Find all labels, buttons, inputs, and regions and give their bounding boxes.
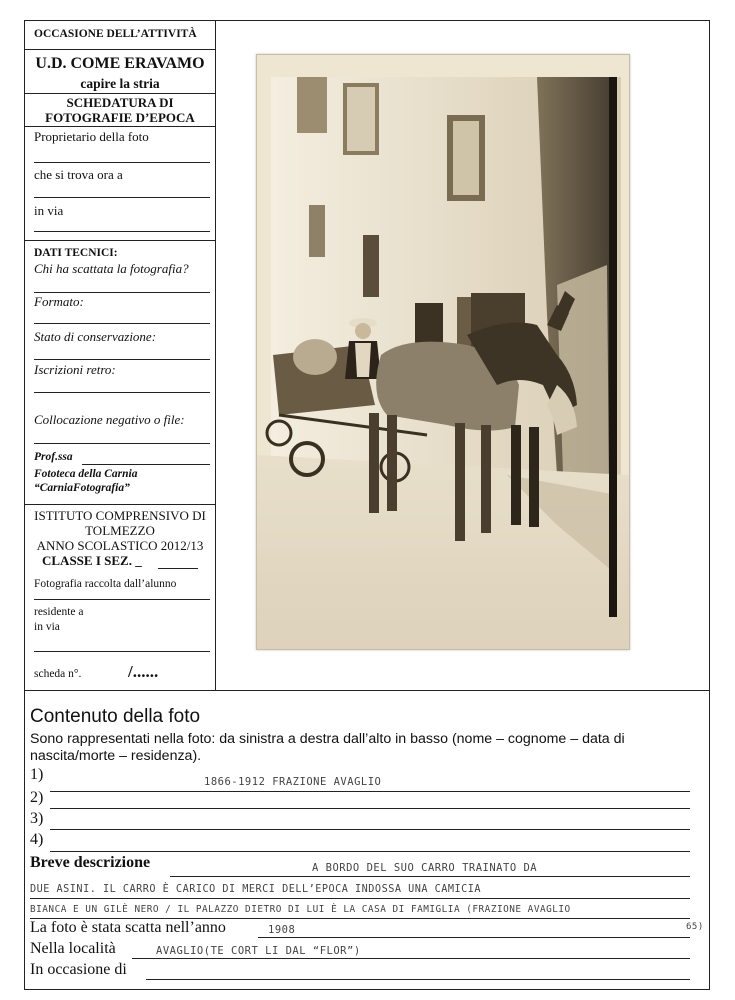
fototeca-label: Fototeca della Carnia <box>34 468 138 480</box>
format-field[interactable] <box>34 323 210 324</box>
who-took-field[interactable] <box>34 292 210 293</box>
place-field[interactable] <box>132 958 690 959</box>
technical-header: DATI TECNICI: <box>34 247 118 259</box>
divider <box>24 49 216 50</box>
back-inscriptions-label: Iscrizioni retro: <box>34 362 116 377</box>
year-field[interactable] <box>258 937 690 938</box>
institute-label-2: TOLMEZZO <box>85 523 155 538</box>
content-title: Contenuto della foto <box>30 706 201 727</box>
row-number-1: 1) <box>30 766 44 783</box>
student-street-field[interactable] <box>34 651 210 652</box>
divider <box>24 240 216 241</box>
short-desc-label: Breve descrizione <box>30 854 151 871</box>
carnia-foto-label: “CarniaFotografia” <box>34 482 130 494</box>
conservation-label: Stato di conservazione: <box>34 329 157 344</box>
owner-label: Proprietario della foto <box>34 129 149 144</box>
year-label: La foto è stata scatta nell’anno <box>30 919 226 936</box>
divider <box>24 93 216 94</box>
place-value: AVAGLIO(TE CORT LI DAL “FLOR”) <box>156 945 361 957</box>
row-field-4[interactable] <box>50 851 690 852</box>
location-now-field[interactable] <box>34 197 210 198</box>
student-street-label: in via <box>34 621 60 633</box>
vintage-photograph <box>256 54 630 650</box>
occasion-detail-field[interactable] <box>146 979 690 980</box>
school-year-label: ANNO SCOLASTICO 2012/13 <box>36 538 204 553</box>
row-field-1[interactable] <box>50 791 690 792</box>
conservation-field[interactable] <box>34 359 210 360</box>
owner-field[interactable] <box>34 162 210 163</box>
street-label: in via <box>34 203 64 218</box>
row-number-4: 4) <box>30 831 44 848</box>
street-field[interactable] <box>34 231 210 232</box>
section-divider <box>24 690 710 691</box>
short-desc-field-2[interactable] <box>30 898 690 899</box>
row-field-3[interactable] <box>50 829 690 830</box>
who-took-label: Chi ha scattata la fotografia? <box>34 261 189 276</box>
row-number-3: 3) <box>30 810 44 827</box>
year-value: 1908 <box>268 924 296 936</box>
short-desc-line-2: DUE ASINI. IL CARRO È CARICO DI MERCI DELL’EPOCA INDOSSA UNA CAMICIA <box>30 884 482 895</box>
content-instructions: Sono rappresentati nella foto: da sinistra a destra dall’alto in basso (nome – cognome – data di nascita/morte – residenza). <box>30 731 625 764</box>
resident-label: residente a <box>34 606 84 618</box>
class-label: CLASSE I SEZ. _ <box>42 553 142 568</box>
place-label: Nella località <box>30 940 116 957</box>
institute-label-1: ISTITUTO COMPRENSIVO DI <box>34 508 206 523</box>
prof-label: Prof.ssa <box>34 451 73 463</box>
ud-subtitle: capire la stria <box>80 76 160 91</box>
collected-by-field[interactable] <box>34 599 210 600</box>
card-number-label: scheda n°. <box>34 668 82 680</box>
collected-by-label: Fotografia raccolta dall’alunno <box>34 578 177 590</box>
short-desc-line-3: BIANCA E UN GILÈ NERO / IL PALAZZO DIETRO DI LUI È LA CASA DI FAMIGLIA (FRAZIONE AVAGLIO <box>30 904 571 915</box>
card-number-value: /...... <box>128 662 159 681</box>
occasion-label: OCCASIONE DELL’ATTIVITÀ <box>34 28 197 40</box>
short-desc-line-4: 65) <box>686 922 704 932</box>
location-now-label: che si trova ora a <box>34 167 123 182</box>
short-desc-field-1[interactable] <box>170 876 690 877</box>
negative-location-label: Collocazione negativo o file: <box>34 412 185 427</box>
row-value-1: 1866-1912 FRAZIONE AVAGLIO <box>204 776 382 788</box>
row-field-2[interactable] <box>50 808 690 809</box>
divider <box>24 504 216 505</box>
short-desc-line-1: A BORDO DEL SUO CARRO TRAINATO DA <box>312 862 538 874</box>
row-number-2: 2) <box>30 789 44 806</box>
schedatura-title-1: SCHEDATURA DI <box>66 95 174 110</box>
divider <box>24 126 216 127</box>
occasion-detail-label: In occasione di <box>30 961 127 978</box>
ud-title: U.D. COME ERAVAMO <box>35 55 205 72</box>
negative-location-field[interactable] <box>34 443 210 444</box>
class-field[interactable] <box>158 568 198 569</box>
prof-field[interactable] <box>82 464 210 465</box>
schedatura-title-2: FOTOGRAFIE D’EPOCA <box>45 110 195 125</box>
back-inscriptions-field[interactable] <box>34 392 210 393</box>
format-label: Formato: <box>34 294 84 309</box>
